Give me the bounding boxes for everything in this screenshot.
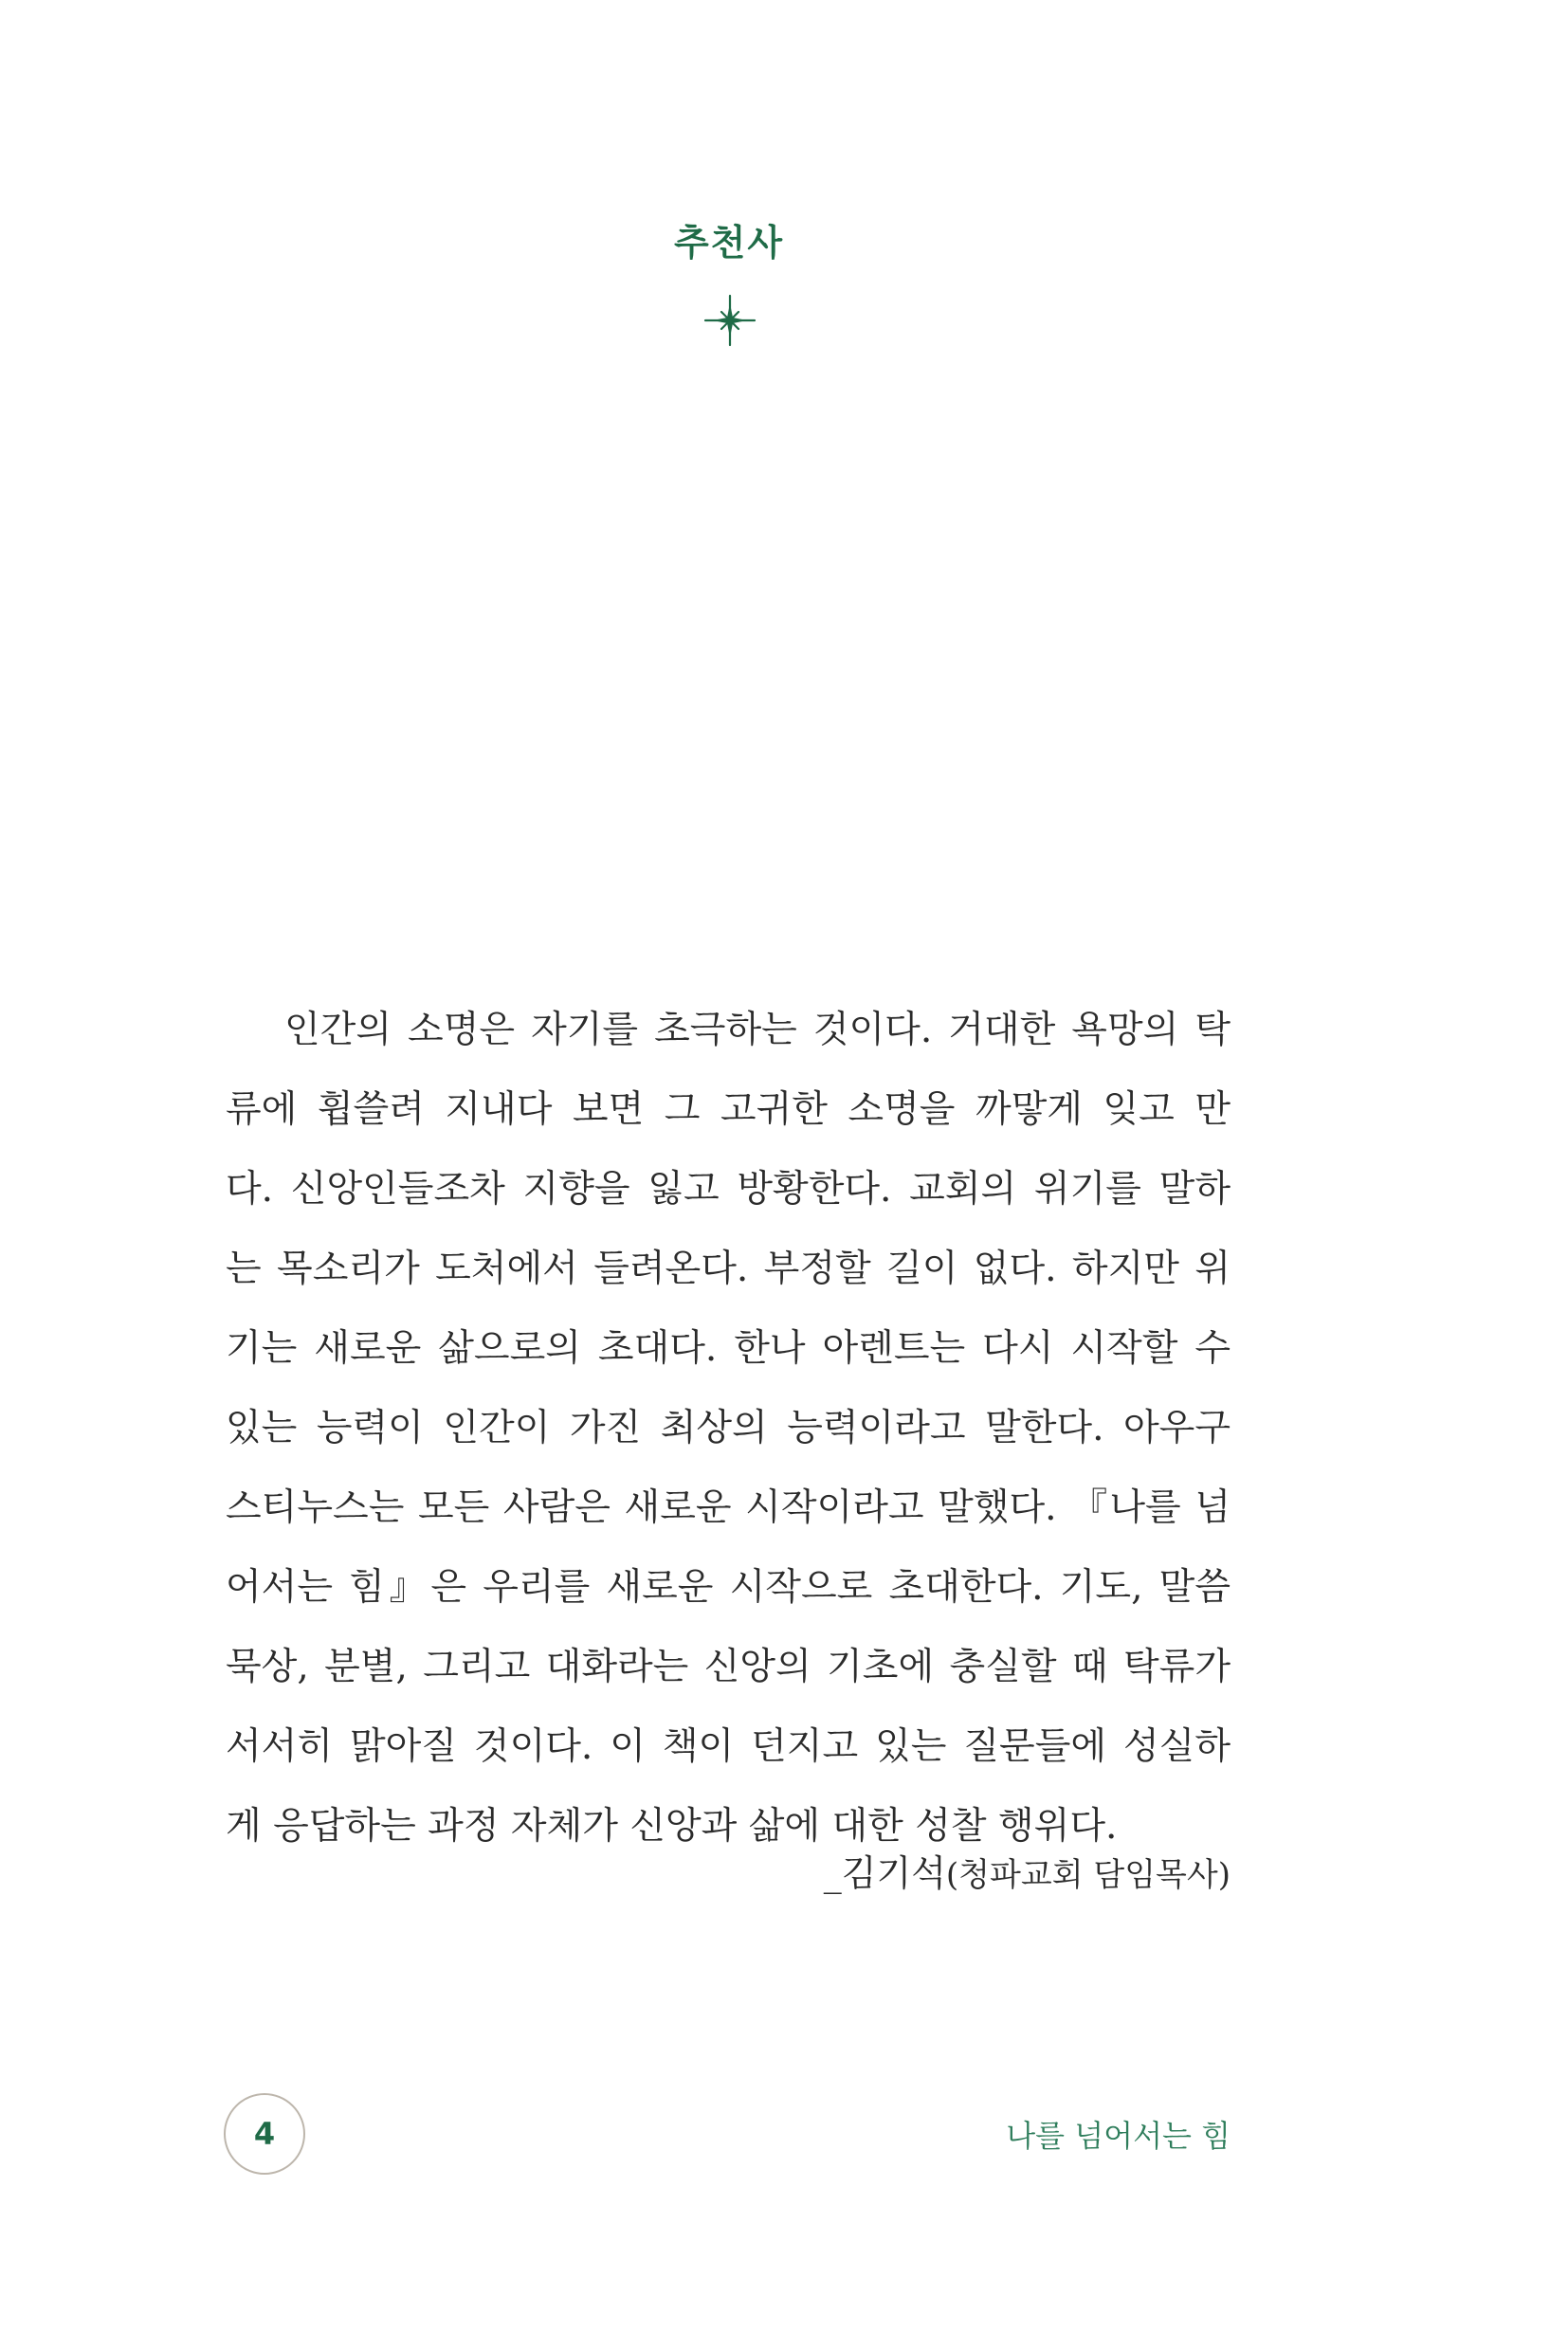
recommendation-body [226,991,1231,1867]
body-line: 스티누스는 모든 사람은 새로운 시작이라고 말했다. 『나를 넘 [226,1486,1231,1529]
body-line: 인간의 소명은 자기를 초극하는 것이다. 거대한 욕망의 탁 [284,1009,1231,1051]
body-line: 류에 휩쓸려 지내다 보면 그 고귀한 소명을 까맣게 잊고 만 [226,1088,1231,1131]
body-line: 는 목소리가 도처에서 들려온다. 부정할 길이 없다. 하지만 위 [226,1248,1231,1290]
section-heading: 추천사 [673,222,785,264]
body-line: 서서히 맑아질 것이다. 이 책이 던지고 있는 질문들에 성실하 [226,1725,1231,1768]
author-name: _김기석 [823,1852,946,1894]
body-line: 어서는 힘』은 우리를 새로운 시작으로 초대한다. 기도, 말씀 [226,1566,1231,1609]
body-line: 게 응답하는 과정 자체가 신앙과 삶에 대한 성찰 행위다. [226,1805,1118,1848]
four-point-star-icon [703,294,757,347]
author-signature [824,1844,1231,1896]
body-line: 있는 능력이 인간이 가진 최상의 능력이라고 말한다. 아우구 [226,1407,1231,1449]
running-book-title: 나를 넘어서는 힘 [1006,2118,1231,2154]
author-affiliation: (청파교회 담임목사) [945,1856,1231,1894]
body-line: 다. 신앙인들조차 지향을 잃고 방황한다. 교회의 위기를 말하 [226,1168,1231,1211]
body-line: 기는 새로운 삶으로의 초대다. 한나 아렌트는 다시 시작할 수 [226,1327,1231,1370]
page-number-badge: 4 [224,2093,305,2175]
body-line: 묵상, 분별, 그리고 대화라는 신앙의 기초에 충실할 때 탁류가 [226,1646,1231,1688]
